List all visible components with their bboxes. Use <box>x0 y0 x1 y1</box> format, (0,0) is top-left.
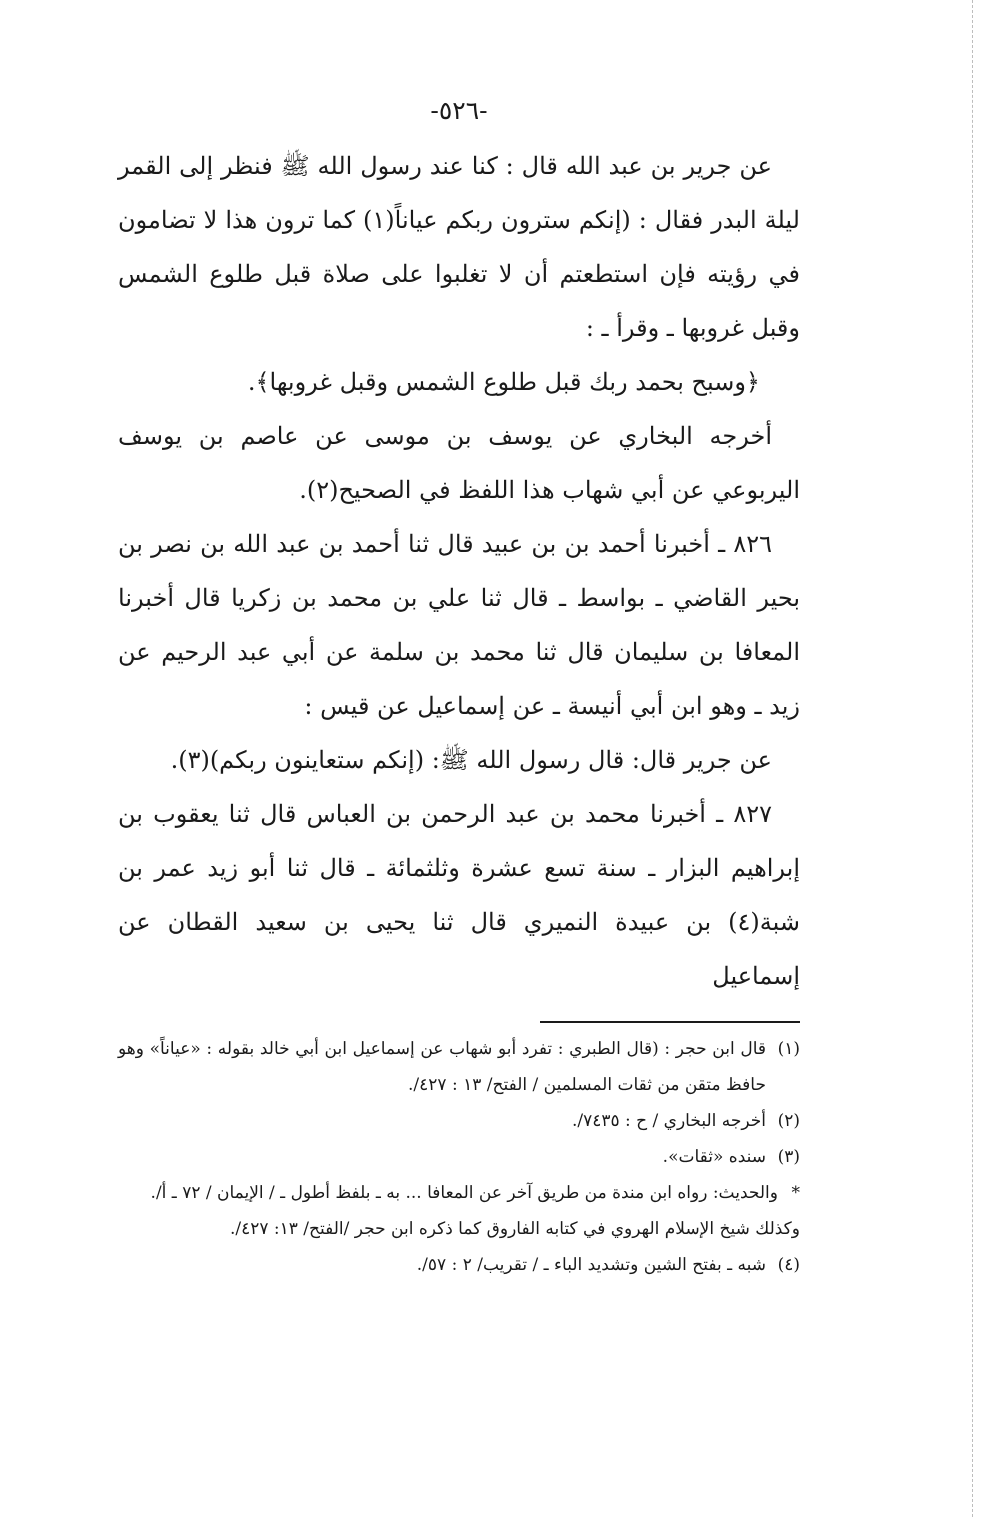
footnote-number: (١) <box>777 1039 800 1059</box>
footnote-text: شبه ـ بفتح الشين وتشديد الباء ـ / تقريب/ ٢ : ٥٧/. <box>416 1255 766 1275</box>
footnotes <box>118 1031 800 1283</box>
paragraph-isnad-826: ٨٢٦ ـ أخبرنا أحمد بن بن عبيد قال ثنا أحمد بن عبد الله بن نصر بن بحير القاضي ـ بواسط ـ قال ثنا علي بن محمد بن زكريا قال أخبرنا المعافا بن سليمان قال ثنا محمد بن سلمة عن أبي عبد الرحيم عن زيد ـ وهو ابن أبي أنيسة ـ عن إسماعيل عن قيس : <box>118 530 800 720</box>
document-page <box>118 96 800 1283</box>
footnote-4 <box>118 1247 800 1283</box>
paragraph-hadith-1: عن جرير بن عبد الله قال : كنا عند رسول الله ﷺ فنظر إلى القمر ليلة البدر فقال : (إنكم سترون ربكم عياناً(١) كما ترون هذا لا تضامون في رؤيته فإن استطعتم أن لا تغلبوا على صلاة قبل طلوع الشمس وقبل غروبها ـ وقرأ ـ : <box>118 152 801 342</box>
footnote-1 <box>118 1031 800 1103</box>
footnote-3 <box>118 1139 800 1175</box>
main-text <box>118 139 800 1003</box>
footnote-text: أخرجه البخاري / ح : ٧٤٣٥/. <box>571 1111 766 1131</box>
footnote-star-note <box>118 1175 800 1211</box>
quran-verse: ﴿وسبح بحمد ربك قبل طلوع الشمس وقبل غروبها﴾. <box>247 368 760 396</box>
footnote-divider <box>540 1021 800 1023</box>
star-mark: * <box>791 1183 800 1203</box>
footnote-continuation: وكذلك شيخ الإسلام الهروي في كتابه الفاروق كما ذكره ابن حجر /الفتح/ ١٣: ٤٢٧/. <box>229 1219 800 1239</box>
footnote-text: قال ابن حجر : (قال الطبري : تفرد أبو شهاب عن إسماعيل ابن أبي خالد بقوله : «عياناً» وهو حافظ متقن من ثقات المسلمين / الفتح/ ١٣ : ٤٢٧/. <box>118 1039 766 1095</box>
footnote-text: والحديث: رواه ابن مندة من طريق آخر عن المعافا ... به ـ بلفظ أطول ـ / الإيمان / ٧٢ ـ أ/. <box>150 1183 778 1203</box>
footnote-number: (٣) <box>777 1147 800 1167</box>
footnote-number: (٢) <box>777 1111 800 1131</box>
footnote-2 <box>118 1103 800 1139</box>
footnote-number: (٤) <box>777 1255 800 1275</box>
scan-margin-line <box>972 0 973 1517</box>
paragraph-takhrij: أخرجه البخاري عن يوسف بن موسى عن عاصم بن يوسف اليربوعي عن أبي شهاب هذا اللفظ في الصحيح(٢). <box>118 422 800 504</box>
paragraph-isnad-827: ٨٢٧ ـ أخبرنا محمد بن عبد الرحمن بن العباس قال ثنا يعقوب بن إبراهيم البزار ـ سنة تسع عشرة وثلثمائة ـ قال ثنا أبو زيد عمر بن شبة(٤) بن عبيدة النميري قال ثنا يحيى بن سعيد القطان عن إسماعيل <box>118 800 800 990</box>
footnote-text: سنده «ثقات». <box>662 1147 766 1167</box>
page-number: -٥٢٦- <box>430 96 488 125</box>
paragraph-hadith-2: عن جرير قال: قال رسول الله ﷺ: (إنكم ستعاينون ربكم)(٣). <box>170 746 772 774</box>
